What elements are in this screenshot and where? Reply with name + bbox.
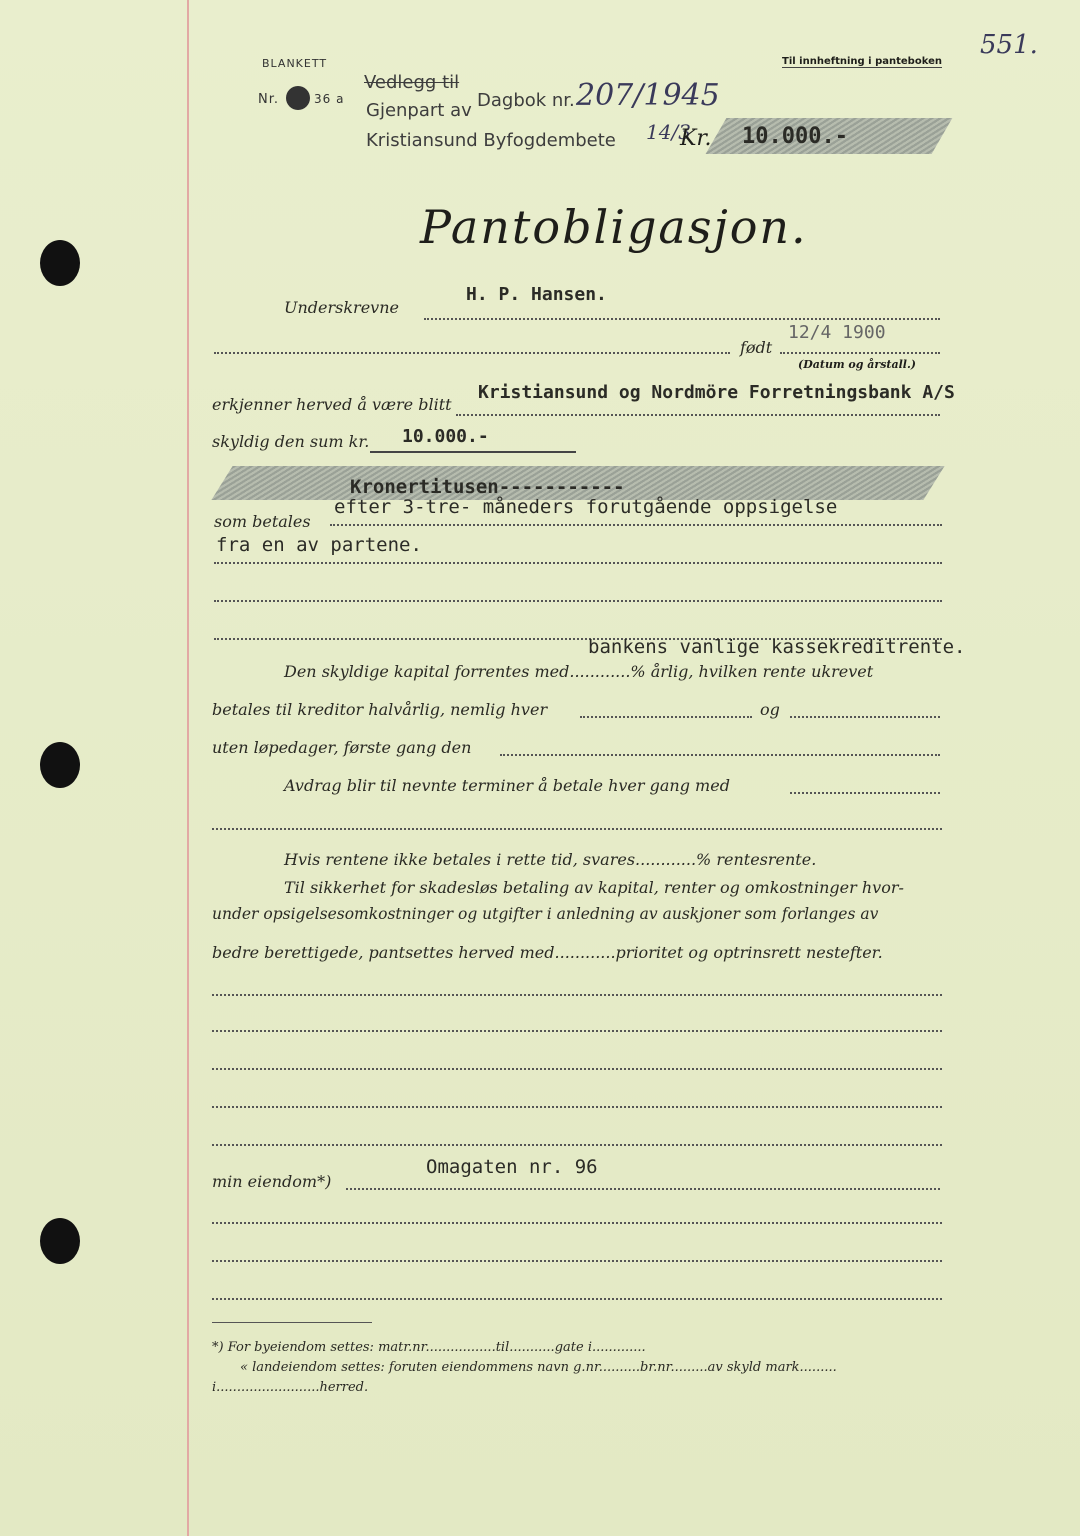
footnote-line: *) For byeiendom settes: matr.nr.................til...........gate i............. [212, 1340, 646, 1355]
fodt-value: 12/4 1900 [788, 322, 886, 343]
amount-words: Kronertitusen----------- [350, 476, 625, 498]
dagbok-value: 207/1945 [576, 78, 720, 113]
dotted-line [346, 1188, 940, 1190]
body-line: uten løpedager, første gang den [212, 738, 472, 757]
dotted-line [790, 716, 940, 718]
underskrevne-label: Underskrevne [284, 298, 399, 317]
punch-hole [40, 1218, 80, 1264]
body-line: Avdrag blir til nevnte terminer å betale hver gang med [284, 776, 730, 795]
dagbok-label: Dagbok nr. [477, 90, 575, 111]
kr-label: Kr. [680, 126, 712, 151]
som-betales-label: som betales [214, 512, 311, 531]
body-line: betales til kreditor halvårlig, nemlig hver [212, 700, 548, 719]
body-line: Til sikkerhet for skadesløs betaling av kapital, renter og omkostninger hvor- [284, 878, 904, 897]
creditor-name: Kristiansund og Nordmöre Forretningsbank A/S [478, 382, 955, 403]
dotted-line [214, 600, 942, 602]
skyldig-value: 10.000.- [402, 426, 489, 447]
fodt-label: født [740, 338, 773, 357]
dotted-line [780, 352, 940, 354]
seal-stamp [286, 86, 310, 110]
body-line: bedre berettigede, pantsettes herved med............prioritet og optrinsrett nestefter. [212, 943, 883, 962]
dotted-line [212, 994, 942, 996]
dotted-line [214, 562, 942, 564]
eiendom-label: min eiendom*) [212, 1172, 332, 1191]
dotted-line [212, 1106, 942, 1108]
eiendom-value: Omagaten nr. 96 [426, 1156, 598, 1178]
dotted-line [212, 1260, 942, 1262]
som-betales-value: efter 3-tre- måneders forutgående oppsigelse [334, 496, 838, 518]
gjenpart-label: Gjenpart av [366, 100, 472, 121]
binding-note: Til innheftning i panteboken [782, 56, 942, 67]
dotted-line [212, 1068, 942, 1070]
dotted-line [212, 1030, 942, 1032]
punch-hole [40, 742, 80, 788]
nr-label: Nr. [258, 92, 280, 107]
footnote-line: i.........................herred. [212, 1380, 369, 1395]
office-stamp: Kristiansund Byfogdembete [366, 130, 616, 151]
document-title: Pantobligasjon. [420, 200, 808, 254]
dotted-line [790, 792, 940, 794]
dotted-line [214, 352, 730, 354]
dotted-line [500, 754, 940, 756]
rente-value: bankens vanlige kassekreditrente. [588, 636, 966, 658]
dotted-line [212, 1222, 942, 1224]
dotted-line [212, 1144, 942, 1146]
dotted-line [212, 1298, 942, 1300]
vedlegg-label: Vedlegg til [364, 72, 460, 93]
dotted-line [456, 414, 940, 416]
blankett-label: BLANKETT [262, 57, 328, 70]
body-line: under opsigelsesomkostninger og utgifter i anledning av auskjoner som forlanges av [212, 905, 879, 923]
body-line: Hvis rentene ikke betales i rette tid, svares............% rentesrente. [284, 850, 817, 869]
skyldig-label: skyldig den sum kr. [212, 432, 370, 451]
nr-value: 36 a [314, 92, 345, 106]
body-line: og [760, 700, 780, 719]
body-line: Den skyldige kapital forrentes med............% årlig, hvilken rente ukrevet [284, 662, 874, 681]
dotted-line [212, 828, 942, 830]
date-handwritten: 14/3 [646, 120, 691, 144]
datum-note: (Datum og årstall.) [798, 358, 916, 371]
footnote-line: « landeiendom settes: foruten eiendommens navn g.nr..........br.nr.........av skyld mark......... [240, 1360, 837, 1375]
dotted-line [330, 524, 942, 526]
page-number: 551. [980, 30, 1038, 60]
som-betales-value-2: fra en av partene. [216, 534, 422, 556]
margin-line [187, 0, 189, 1536]
erkjenner-label: erkjenner herved å være blitt [212, 395, 452, 414]
punch-hole [40, 240, 80, 286]
underskrevne-value: H. P. Hansen. [466, 284, 607, 305]
footnote-rule [212, 1322, 372, 1323]
dotted-line [580, 716, 752, 718]
underline [370, 451, 576, 453]
amount-value: 10.000.- [742, 124, 848, 149]
dotted-line [424, 318, 940, 320]
